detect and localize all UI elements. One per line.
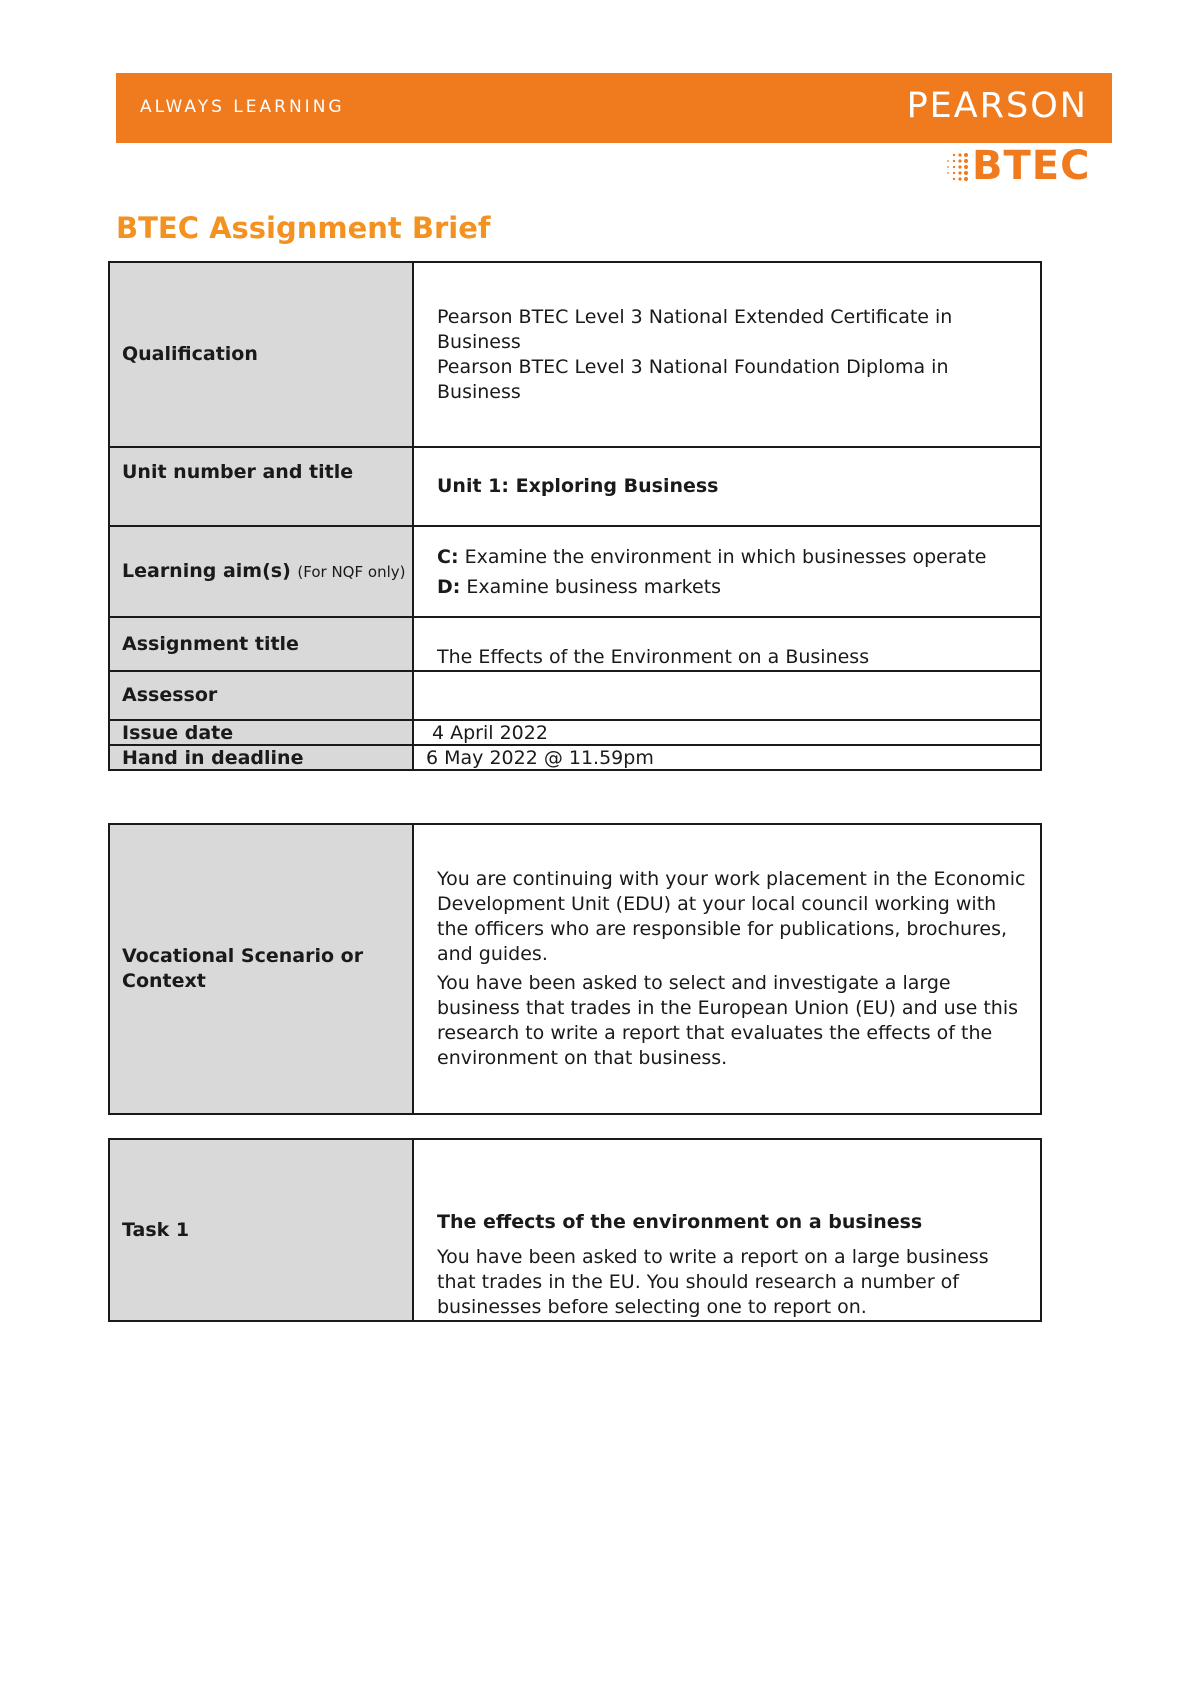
- btec-logo: [944, 143, 1124, 193]
- scenario-paragraph-2: You have been asked to select and investigate a large business that trades in the European Union (EU) and use this research to write a report that evaluates the effects of the environment on that business.: [437, 972, 1019, 1069]
- scenario-value: [413, 824, 1041, 1114]
- task-row: [109, 1139, 1041, 1321]
- learning-aims-note: (For NQF only): [297, 563, 406, 581]
- btec-wordmark: BTEC: [972, 143, 1091, 189]
- learning-aims-label: [109, 526, 413, 617]
- issue-date-value: 4 April 2022: [413, 720, 1041, 745]
- deadline-value: 6 May 2022 @ 11.59pm: [413, 745, 1041, 770]
- learning-aims-row: [109, 526, 1041, 617]
- assessor-row: [109, 671, 1041, 720]
- aim-c-text: Examine the environment in which businesses operate: [464, 545, 987, 568]
- assignment-title-label: Assignment title: [109, 617, 413, 671]
- qualification-label: Qualification: [109, 262, 413, 447]
- aim-c: [437, 542, 1028, 572]
- issue-date-row: [109, 720, 1041, 745]
- aim-d-text: Examine business markets: [466, 575, 722, 598]
- aim-c-key: C:: [437, 545, 459, 568]
- deadline-label: Hand in deadline: [109, 745, 413, 770]
- task-body: You have been asked to write a report on a large business that trades in the EU. You should research a number of businesses before selecting one to report on.: [437, 1246, 989, 1318]
- task-label: Task 1: [109, 1139, 413, 1321]
- qualification-line-1: Pearson BTEC Level 3 National Extended Certificate in Business: [437, 305, 953, 353]
- aim-d: [437, 572, 1028, 602]
- learning-aims-label-text: Learning aim(s): [122, 560, 291, 582]
- unit-label: Unit number and title: [109, 447, 413, 526]
- assessor-value: [413, 671, 1041, 720]
- tagline: ALWAYS LEARNING: [140, 97, 345, 117]
- task-value: [413, 1139, 1041, 1321]
- qualification-row: [109, 262, 1041, 447]
- deadline-row: [109, 745, 1041, 770]
- document-title: BTEC Assignment Brief: [116, 211, 491, 245]
- aim-d-key: D:: [437, 575, 461, 598]
- scenario-table: [108, 823, 1042, 1115]
- scenario-paragraph-1: You are continuing with your work placement in the Economic Development Unit (EDU) at your local council working with the officers who are responsible for publications, brochures, and guides.: [437, 868, 1026, 965]
- qualification-value: [413, 262, 1041, 447]
- assignment-title-row: [109, 617, 1041, 671]
- task-table: [108, 1138, 1042, 1322]
- unit-value: Unit 1: Exploring Business: [413, 447, 1041, 526]
- scenario-row: [109, 824, 1041, 1114]
- assignment-details-table: [108, 261, 1042, 771]
- scenario-label: Vocational Scenario or Context: [109, 824, 413, 1114]
- assessor-label: Assessor: [109, 671, 413, 720]
- issue-date-label: Issue date: [109, 720, 413, 745]
- qualification-line-2: Pearson BTEC Level 3 National Foundation Diploma in Business: [437, 355, 949, 403]
- assignment-title-value: The Effects of the Environment on a Business: [413, 617, 1041, 671]
- pearson-logo: PEARSON: [906, 86, 1088, 126]
- header-banner: [116, 73, 1112, 143]
- task-heading: The effects of the environment on a business: [437, 1211, 923, 1233]
- learning-aims-value: [413, 526, 1041, 617]
- btec-dots-icon: [944, 149, 972, 187]
- unit-row: [109, 447, 1041, 526]
